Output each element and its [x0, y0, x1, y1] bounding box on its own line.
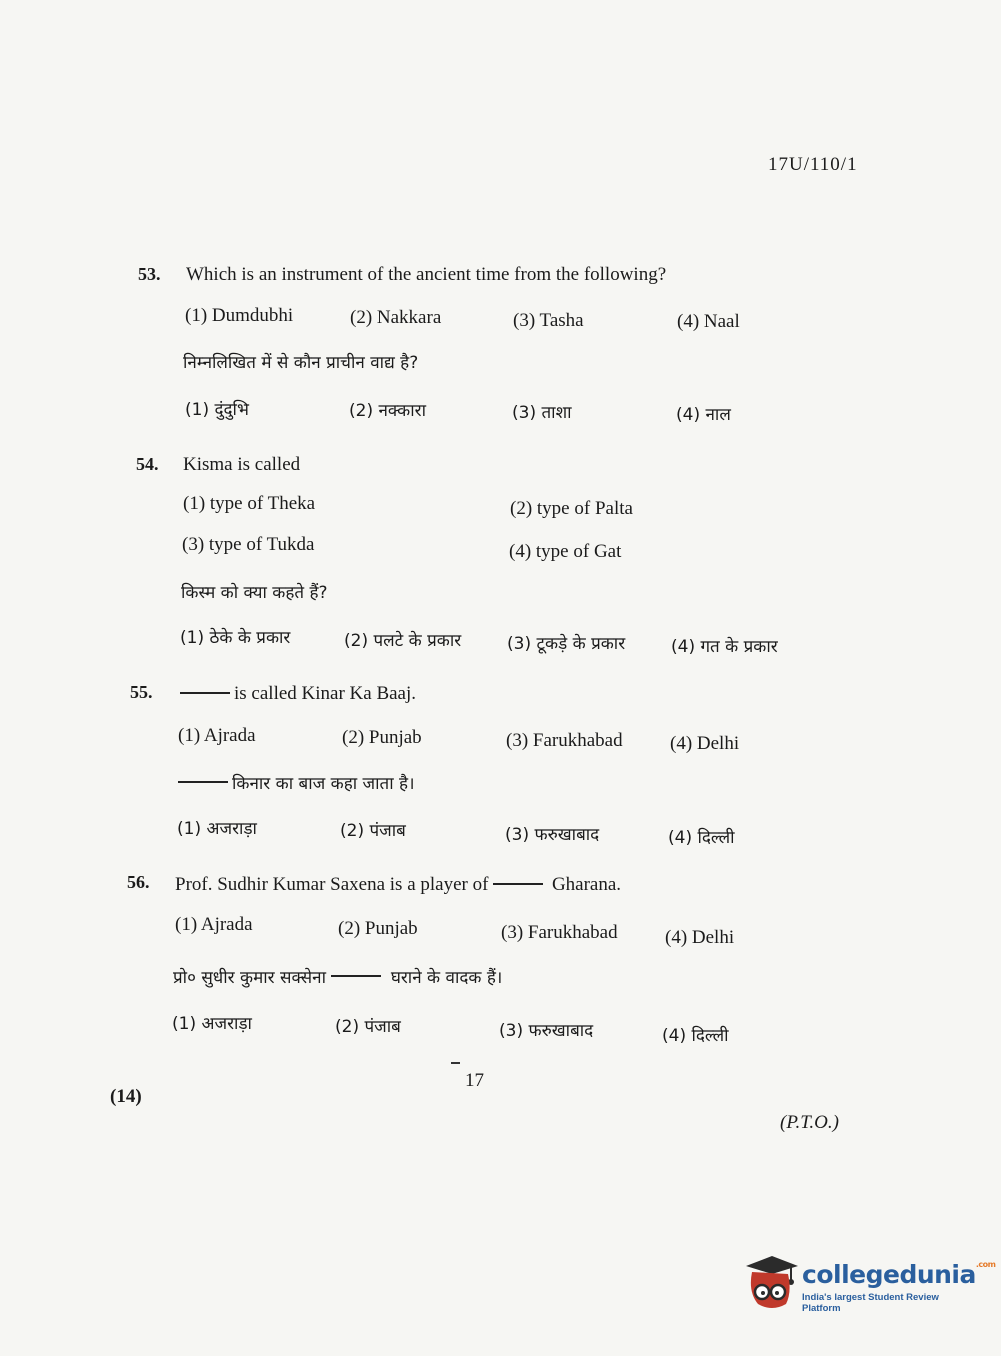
hindi-option-2: (2) नक्कारा: [349, 401, 426, 421]
option-3: (3) Farukhabad: [506, 730, 623, 751]
option-4: (4) Delhi: [665, 927, 735, 948]
hindi-option-1: (1) ठेके के प्रकार: [180, 628, 291, 648]
hindi-option-2: (2) पंजाब: [340, 821, 406, 841]
option-4: (4) Naal: [677, 311, 740, 332]
hindi-question-line: [173, 965, 502, 988]
question-number: 56.: [127, 872, 150, 892]
hindi-option-1: (1) दुंदुभि: [185, 400, 249, 420]
option-3: (3) Tasha: [513, 310, 584, 331]
hindi-question-text: किनार का बाज कहा जाता है।: [232, 774, 415, 794]
option-2: (2) Punjab: [338, 918, 418, 939]
option-3: (3) Farukhabad: [501, 922, 618, 943]
hindi-option-3: (3) ताशा: [512, 403, 572, 423]
mascot-icon: [742, 1252, 800, 1312]
hindi-option-3: (3) फरुखाबाद: [505, 825, 600, 845]
hindi-option-4: (4) दिल्ली: [662, 1026, 729, 1046]
option-2: (2) Nakkara: [350, 307, 442, 328]
answer-blank: [180, 692, 230, 694]
option-2: (2) Punjab: [342, 727, 422, 748]
brand-name: collegedunia$^{.com}$: [802, 1260, 996, 1289]
hindi-option-3: (3) फरुखाबाद: [499, 1021, 594, 1041]
hindi-option-1: (1) अजराड़ा: [177, 819, 257, 839]
hindi-option-2: (2) पलटे के प्रकार: [344, 631, 462, 651]
option-1: (1) Ajrada: [178, 725, 256, 746]
question-text-before: Prof. Sudhir Kumar Saxena is a player of: [175, 874, 489, 895]
hindi-question-text: निम्नलिखित में से कौन प्राचीन वाद्य है?: [183, 353, 419, 373]
option-4: (4) type of Gat: [509, 541, 622, 562]
collegedunia-watermark: [742, 1252, 996, 1316]
hindi-question-line: [178, 771, 415, 794]
brand-suffix: .com: [975, 1260, 996, 1269]
hindi-option-2: (2) पंजाब: [335, 1017, 401, 1037]
answer-blank: [493, 883, 543, 885]
hindi-answer-blank: [178, 781, 228, 783]
hindi-option-4: (4) गत के प्रकार: [671, 637, 778, 657]
please-turn-over: (P.T.O.): [780, 1112, 839, 1133]
question-text-line: [175, 874, 621, 896]
brand-tagline: India's largest Student Review Platform: [802, 1292, 939, 1314]
question-text: Which is an instrument of the ancient time from the following?: [186, 264, 667, 285]
question-text-line: [180, 683, 416, 705]
question-text: Kisma is called: [183, 454, 301, 475]
set-number: (14): [110, 1086, 142, 1107]
question-number: 53.: [138, 264, 161, 284]
question-number: 55.: [130, 682, 153, 702]
paper-code: 17U/110/1: [768, 154, 858, 175]
page-number-mark: [451, 1062, 460, 1064]
question-text: is called Kinar Ka Baaj.: [234, 683, 417, 704]
option-4: (4) Delhi: [670, 733, 740, 754]
option-1: (1) Dumdubhi: [185, 305, 294, 326]
hindi-question-text: किस्म को क्या कहते हैं?: [181, 583, 328, 603]
option-2: (2) type of Palta: [510, 498, 633, 519]
question-text-after: Gharana.: [551, 874, 622, 895]
hindi-option-3: (3) टूकड़े के प्रकार: [507, 634, 626, 654]
hindi-option-4: (4) नाल: [676, 405, 731, 425]
option-1: (1) type of Theka: [183, 493, 316, 514]
option-3: (3) type of Tukda: [182, 534, 315, 555]
hindi-option-4: (4) दिल्ली: [668, 828, 735, 848]
hindi-option-1: (1) अजराड़ा: [172, 1014, 252, 1034]
question-number: 54.: [136, 454, 159, 474]
hindi-answer-blank: [331, 975, 381, 977]
hindi-question-before: प्रो० सुधीर कुमार सक्सेना: [173, 968, 326, 988]
option-1: (1) Ajrada: [175, 914, 253, 935]
page-number: 17: [465, 1070, 484, 1091]
hindi-question-after: घराने के वादक हैं।: [390, 968, 503, 988]
